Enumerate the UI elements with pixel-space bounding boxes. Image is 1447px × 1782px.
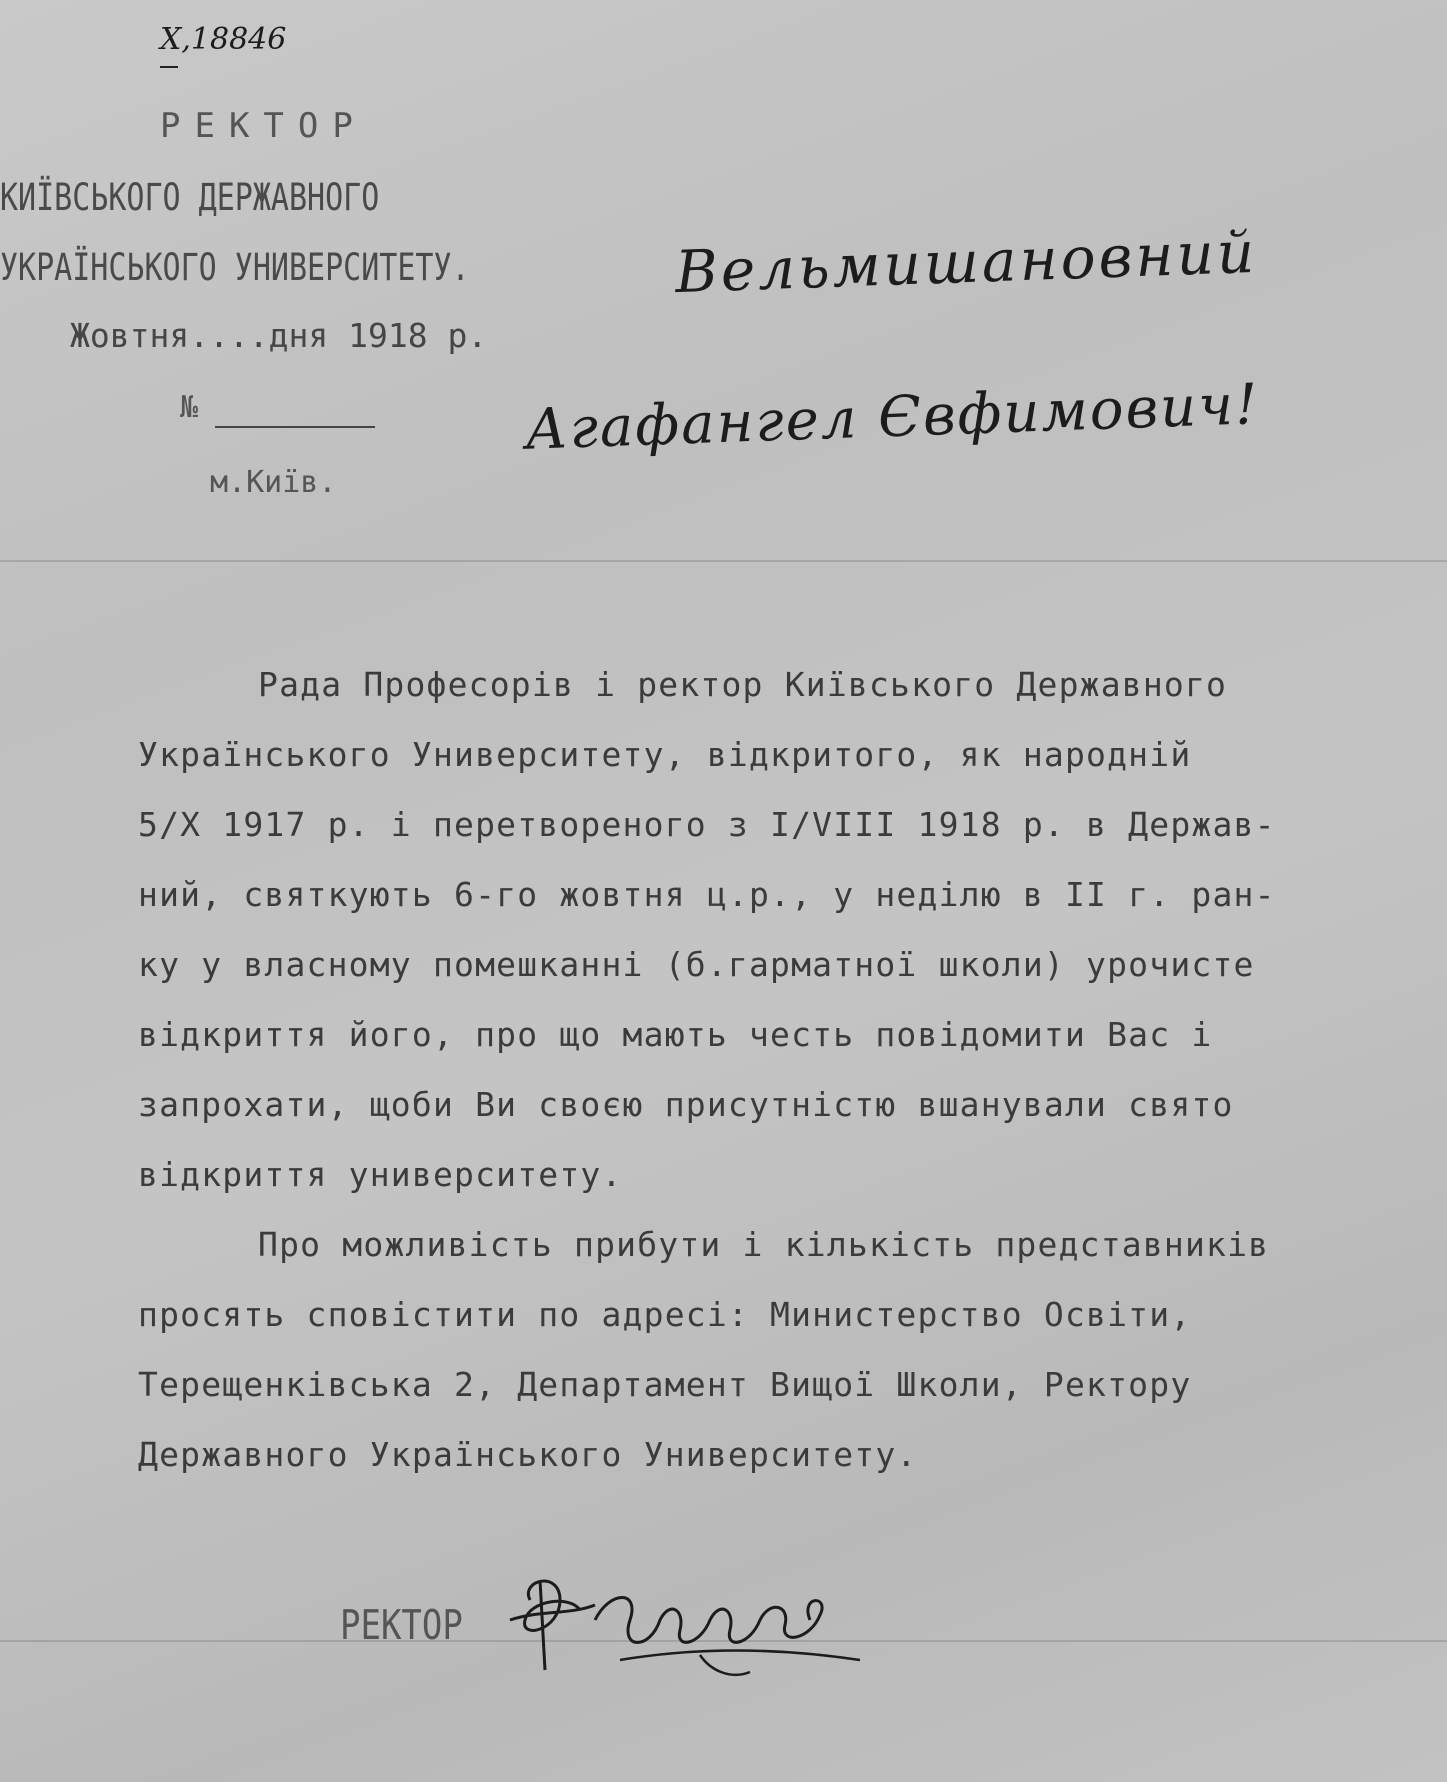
signature-label: РЕКТОР — [340, 1602, 463, 1650]
body-line: відкриття университету. — [138, 1155, 623, 1194]
letterhead-number-label: № — [180, 390, 199, 425]
body-line: ку у власному помешканні (б.гарматної школи) урочисте — [138, 945, 1255, 984]
body-line: 5/X 1917 р. і перетвореного з I/VIII 1918 р. в Держав- — [138, 805, 1276, 844]
letterhead-city: м.Київ. — [210, 465, 337, 500]
letterhead-date: Жовтня....дня 1918 р. — [70, 316, 488, 355]
paper-fold — [0, 560, 1447, 562]
body-line: ний, святкують 6-го жовтня ц.р., у неділю в II г. ран- — [138, 875, 1276, 914]
signature-icon — [500, 1560, 880, 1700]
body-line: просять сповістити по адресі: Министерство Освіти, — [138, 1295, 1192, 1334]
number-blank-line — [215, 426, 375, 428]
body-line: запрохати, щоби Ви своєю присутністю вшанували свято — [138, 1085, 1234, 1124]
letterhead-line-1: КИЇВСЬКОГО ДЕРЖАВНОГО — [0, 176, 380, 220]
body-line: Державного Українського Университету. — [138, 1435, 918, 1474]
body-line: Українського Университету, відкритого, як народній — [138, 735, 1192, 774]
body-line: Про можливість прибути і кількість представників — [258, 1225, 1270, 1264]
body-line: відкриття його, про що мають честь повідомити Вас і — [138, 1015, 1213, 1054]
letterhead-title: РЕКТОР — [160, 106, 367, 146]
letterhead-line-2: УКРАЇНСЬКОГО УНИВЕРСИТЕТУ. — [0, 246, 470, 290]
archive-number: X,18846 — [160, 22, 287, 57]
body-line: Рада Професорів і ректор Київського Державного — [258, 665, 1228, 704]
salutation-line-1: Вельмишановний — [673, 217, 1259, 307]
salutation-line-2: Агафангел Євфимович! — [524, 372, 1261, 463]
body-line: Терещенківська 2, Департамент Вищої Школи, Ректору — [138, 1365, 1192, 1404]
